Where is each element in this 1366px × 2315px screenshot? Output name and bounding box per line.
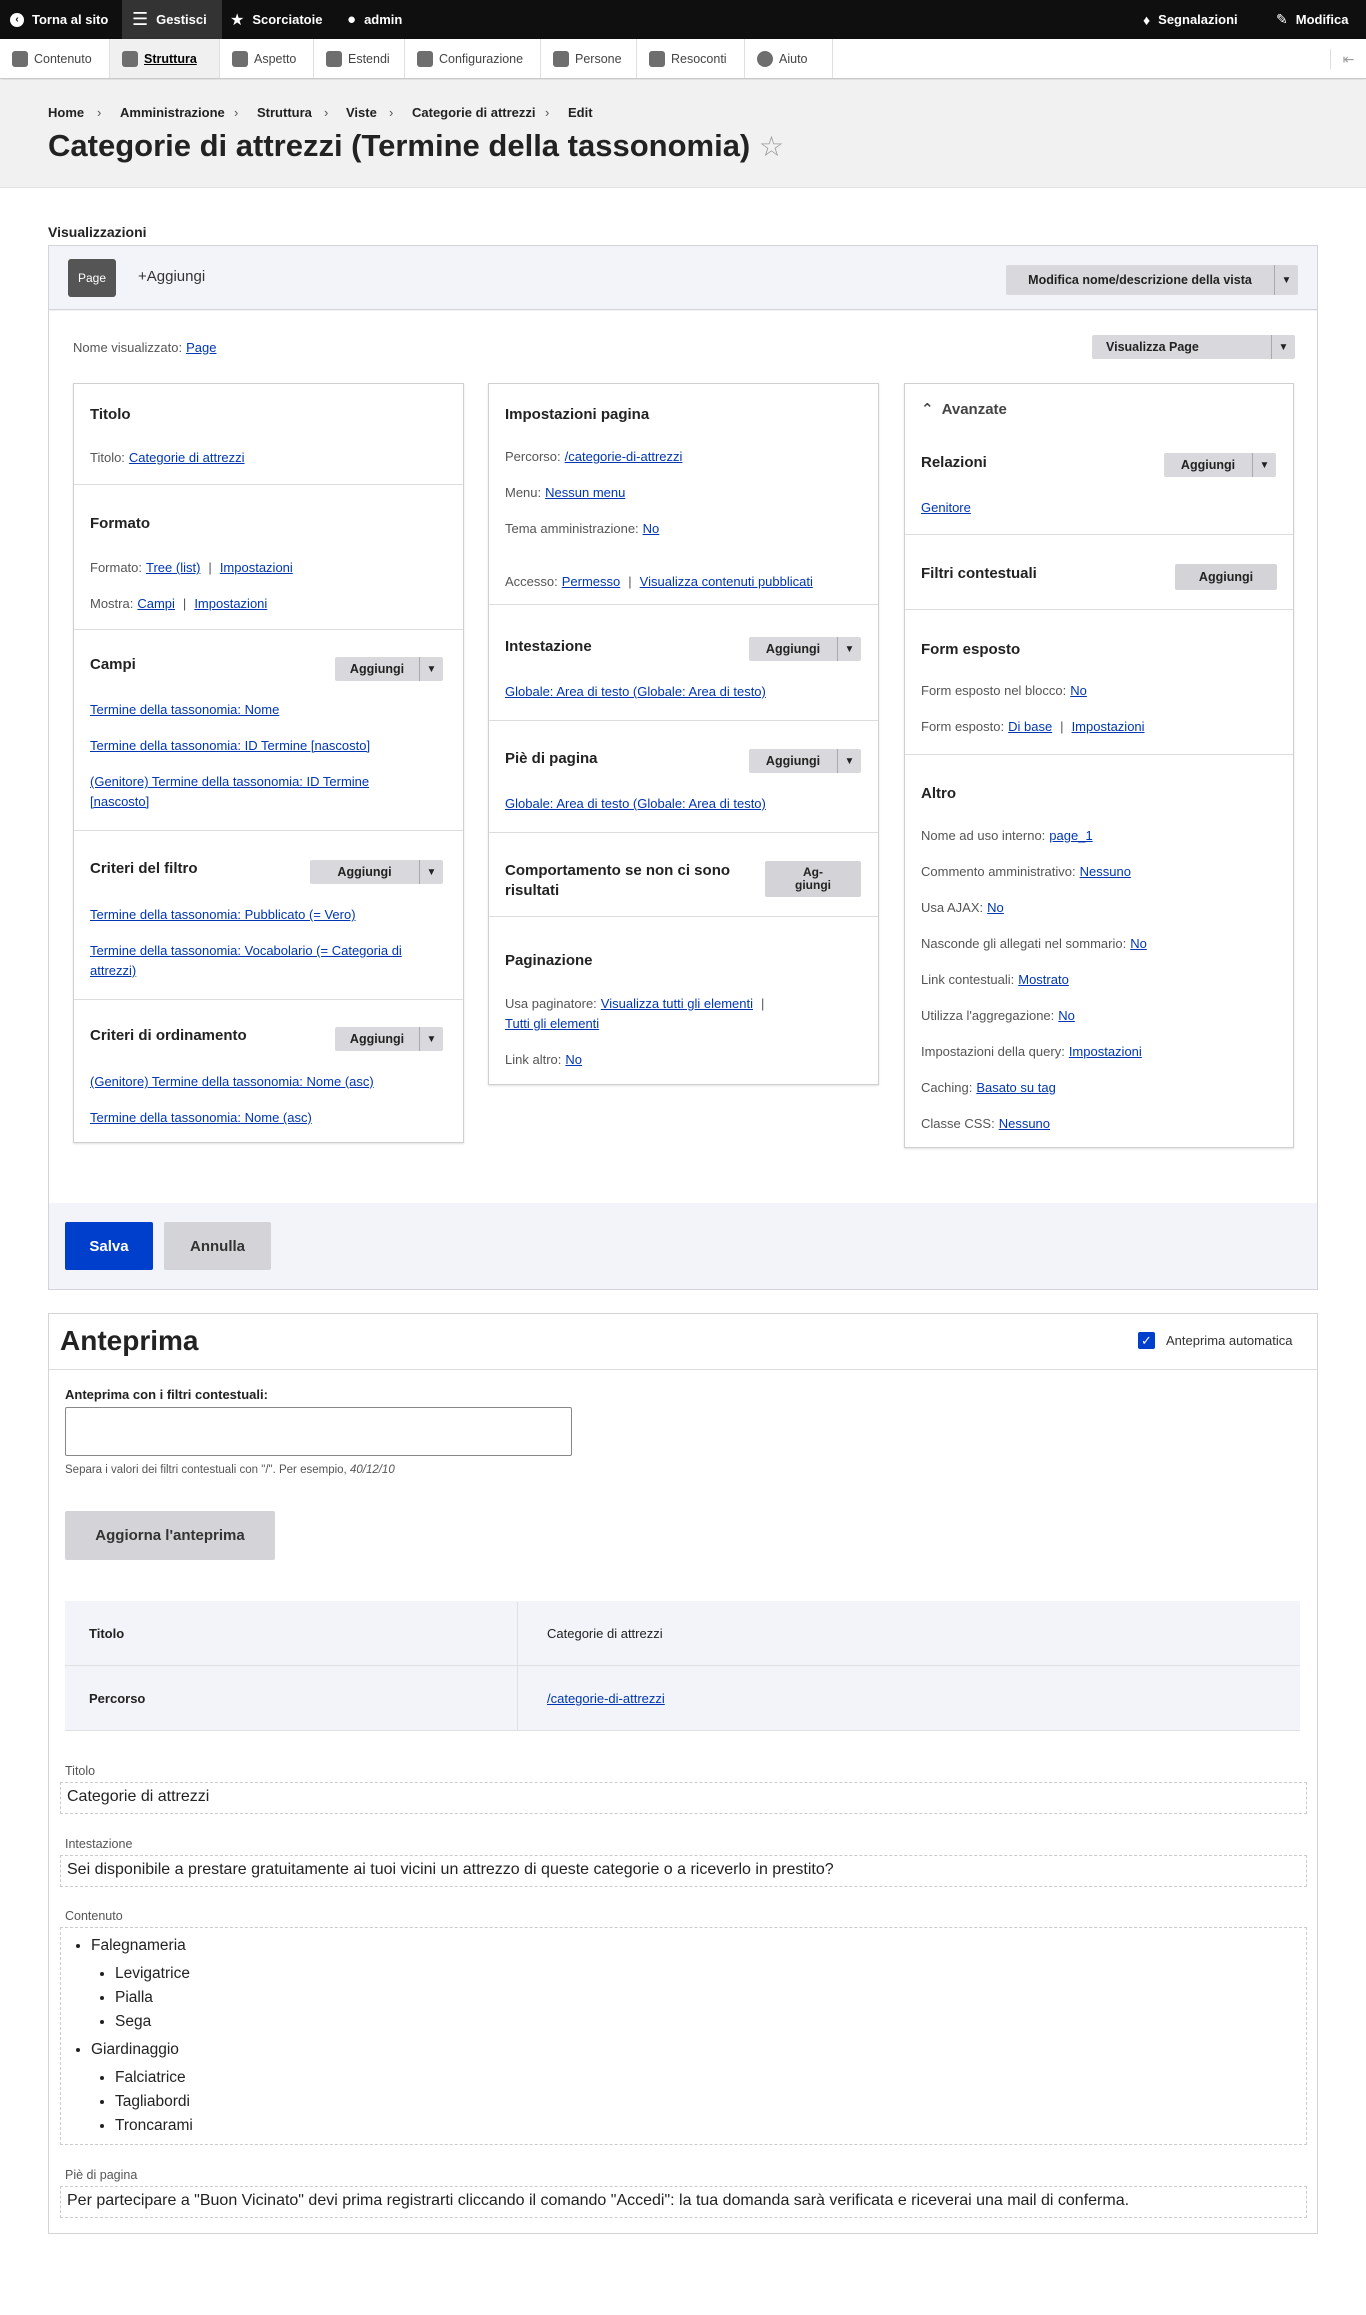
menu-link[interactable]: Nessun menu (545, 485, 626, 500)
relationship-link[interactable]: Genitore (921, 500, 971, 515)
preview-footer-label: Piè di pagina (65, 2168, 138, 2182)
sort-link[interactable]: (Genitore) Termine della tassonomia: Nome (asc) (90, 1074, 374, 1089)
preview-heading: Anteprima (60, 1325, 199, 1356)
relationships-add-dropdown[interactable]: Aggiungi ▼ (1164, 453, 1276, 477)
field-link[interactable]: [nascosto] (90, 794, 150, 809)
other-row: Usa AJAX: No (921, 900, 1004, 915)
title-heading: Titolo (90, 406, 131, 423)
fields-heading: Campi (90, 656, 136, 673)
other-heading: Altro (921, 785, 956, 802)
access-row: Accesso: Permesso | Visualizza contenuti pubblicati (505, 574, 813, 589)
tray-configuration[interactable]: Configurazione (405, 39, 541, 78)
breadcrumb-separator: › (324, 105, 329, 120)
no-results-heading: Comportamento se non ci sono risultati (505, 862, 731, 899)
other-row: Commento amministrativo: Nessuno (921, 864, 1131, 879)
format-row: Formato: Tree (list) | Impostazioni (90, 560, 293, 575)
list-item: • Falegnameria • Levigatrice • Pialla • Sega (91, 1934, 1306, 2034)
tray-help[interactable]: Aiuto (745, 39, 833, 78)
admin-tray (0, 39, 1366, 79)
preview-table-row (65, 1601, 1300, 1666)
list-item: • Tagliabordi (115, 2090, 1306, 2114)
no-results-add-button[interactable]: Ag- giungi (765, 861, 861, 897)
edit-toggle[interactable]: ✎ Modifica (1276, 11, 1349, 27)
other-row: Link contestuali: Mostrato (921, 972, 1069, 987)
relationships-heading: Relazioni (921, 454, 987, 471)
chevron-up-icon: ⌃ (921, 401, 934, 418)
auto-preview-label: Anteprima automatica (1166, 1333, 1293, 1348)
table-column-divider (517, 1602, 518, 1730)
contextual-preview-hint: Separa i valori dei filtri contestuali con "/". Per esempio, 40/12/10 (65, 1464, 395, 1476)
other-value-link[interactable]: Nessuno (998, 1116, 1051, 1131)
field-link[interactable]: Termine della tassonomia: ID Termine [nascosto] (90, 738, 371, 753)
format-heading: Formato (90, 515, 150, 532)
filters-heading: Criteri del filtro (90, 860, 198, 877)
advanced-toggle[interactable]: ⌃ Avanzate (921, 401, 1007, 418)
exposed-form-heading: Form esposto (921, 641, 1021, 658)
exposed-divider (905, 609, 1293, 610)
content-icon (12, 51, 28, 67)
other-row: Caching: Basato su tag (921, 1080, 1056, 1095)
other-value-link[interactable]: Basato su tag (976, 1080, 1056, 1095)
preview-footer-box: Per partecipare a "Buon Vicinato" devi prima registrarti cliccando il comando "Accedi": la tua domanda sarà verificata e riceverai una mail di conferma. (60, 2186, 1307, 2218)
path-link[interactable]: /categorie-di-attrezzi (564, 449, 683, 464)
show-settings-link[interactable]: Impostazioni (194, 596, 268, 611)
breadcrumb-structure[interactable]: Struttura (257, 105, 312, 120)
breadcrumb-view[interactable]: Categorie di attrezzi (412, 105, 536, 120)
menu-icon: ☰ (132, 9, 149, 29)
back-to-site-link[interactable]: ‹ Torna al sito (10, 0, 108, 39)
other-value-link[interactable]: No (1130, 936, 1147, 951)
preview-title-box: Categorie di attrezzi (60, 1782, 1307, 1814)
bell-icon: ♦ (1143, 11, 1151, 28)
fields-divider (74, 629, 463, 634)
breadcrumb-home[interactable]: Home (48, 105, 85, 120)
filter-link[interactable]: Termine della tassonomia: Vocabolario (= Categoria di (90, 943, 402, 958)
tray-orientation-icon[interactable]: ⇤ (1330, 49, 1366, 69)
title-row: Titolo: Categorie di attrezzi (90, 450, 245, 465)
people-icon (553, 51, 569, 67)
filter-link[interactable]: Termine della tassonomia: Pubblicato (= Vero) (90, 907, 356, 922)
preview-header-label: Intestazione (65, 1837, 133, 1851)
add-display-button[interactable]: +Aggiungi (138, 268, 206, 285)
list-item: • Falciatrice (115, 2066, 1306, 2090)
brush-icon (232, 51, 248, 67)
exposed-block-row: Form esposto nel blocco: No (921, 683, 1087, 698)
footer-divider (489, 720, 878, 721)
format-section (74, 484, 463, 611)
other-value-link[interactable]: page_1 (1049, 828, 1093, 843)
other-row: Utilizza l'aggregazione: No (921, 1008, 1075, 1023)
other-value-link[interactable]: Impostazioni (1068, 1044, 1142, 1059)
other-value-link[interactable]: No (1058, 1008, 1075, 1023)
breadcrumb-separator: › (545, 105, 550, 120)
admin-theme-row: Tema amministrazione: No (505, 521, 660, 536)
exposed-form-link[interactable]: Di base (1008, 719, 1053, 734)
list-item: • Sega (115, 2010, 1306, 2034)
exposed-block-link[interactable]: No (1070, 683, 1087, 698)
menu-row: Menu: Nessun menu (505, 485, 626, 500)
sort-divider (74, 999, 463, 1000)
no-results-divider (489, 832, 878, 833)
breadcrumb-separator: › (234, 105, 239, 120)
header-heading: Intestazione (505, 638, 592, 655)
footer-heading: Piè di pagina (505, 750, 598, 767)
show-link[interactable]: Campi (137, 596, 175, 611)
admin-toolbar (0, 0, 1366, 39)
filters-add-dropdown[interactable]: Aggiungi ▼ (310, 860, 443, 884)
auto-preview-checkbox[interactable]: ✓ (1138, 1332, 1155, 1349)
other-row: Impostazioni della query: Impostazioni (921, 1044, 1142, 1059)
contextual-filters-heading: Filtri contestuali (921, 565, 1037, 582)
contextual-preview-input[interactable] (65, 1407, 572, 1456)
shortcuts-tab[interactable]: ★ Scorciatoie (230, 11, 323, 29)
title-link[interactable]: Categorie di attrezzi (128, 450, 245, 465)
breadcrumb-views[interactable]: Viste (346, 105, 377, 120)
pager-divider (489, 916, 878, 917)
pager-row: Usa paginatore: Visualizza tutti gli elementi | (505, 996, 765, 1011)
update-preview-button[interactable]: Aggiorna l'anteprima (65, 1511, 275, 1560)
displays-heading: Visualizzazioni (48, 224, 147, 240)
preview-content-box (60, 1927, 1307, 2145)
announcements-tab[interactable]: ♦ Segnalazioni (1143, 11, 1238, 28)
column-first (73, 383, 464, 1143)
chart-icon (649, 51, 665, 67)
chevron-down-icon: ▼ (1274, 265, 1298, 295)
access-settings-link[interactable]: Visualizza contenuti pubblicati (639, 574, 813, 589)
column-third (904, 383, 1294, 1148)
sort-add-dropdown[interactable]: Aggiungi ▼ (335, 1027, 443, 1051)
pager-link[interactable]: Visualizza tutti gli elementi (600, 996, 754, 1011)
list-item: • Giardinaggio • Falciatrice • Tagliabordi • Troncarami (91, 2038, 1306, 2138)
chevron-down-icon: ▼ (837, 637, 861, 661)
table-value: Categorie di attrezzi (547, 1626, 663, 1641)
tray-people[interactable]: Persone (541, 39, 637, 78)
access-link[interactable]: Permesso (561, 574, 621, 589)
star-icon: ★ (230, 11, 245, 29)
more-link[interactable]: No (565, 1052, 582, 1067)
preview-term-list (91, 1934, 1306, 2138)
user-icon: ● (347, 11, 357, 28)
view-page-dropdown[interactable]: Visualizza Page ▼ (1092, 335, 1295, 359)
table-key: Titolo (89, 1626, 125, 1641)
user-tab[interactable]: ● admin (347, 11, 403, 28)
chevron-down-icon: ▼ (419, 657, 443, 681)
fields-add-dropdown[interactable]: Aggiungi ▼ (335, 657, 443, 681)
contextual-divider (905, 534, 1293, 535)
preview-header-box: Sei disponibile a prestare gratuitamente ai tuoi vicini un attrezzo di queste categorie o a riceverlo in prestito? (60, 1855, 1307, 1887)
wrench-icon (417, 51, 433, 67)
list-item: • Levigatrice (115, 1962, 1306, 1986)
display-tab-page[interactable]: Page (68, 259, 116, 297)
preview-table-row (65, 1666, 1300, 1731)
edit-view-name-dropdown[interactable]: Modifica nome/descrizione della vista ▼ (1006, 265, 1298, 295)
header-add-dropdown[interactable]: Aggiungi ▼ (749, 637, 861, 661)
sort-link[interactable]: Termine della tassonomia: Nome (asc) (90, 1110, 312, 1125)
chevron-down-icon: ▼ (419, 860, 443, 884)
puzzle-icon (326, 51, 342, 67)
column-second (488, 383, 879, 1085)
filters-divider (74, 830, 463, 831)
list-item: • Pialla (115, 1986, 1306, 2010)
preview-content-label: Contenuto (65, 1909, 123, 1923)
footer-add-dropdown[interactable]: Aggiungi ▼ (749, 749, 861, 773)
pager-items-link[interactable]: Tutti gli elementi (505, 1016, 600, 1031)
display-name-link[interactable]: Page (186, 340, 217, 355)
manage-tab[interactable]: ☰ Gestisci (122, 0, 222, 39)
chevron-down-icon: ▼ (419, 1027, 443, 1051)
other-row: Nasconde gli allegati nel sommario: No (921, 936, 1147, 951)
preview-header (49, 1314, 1317, 1370)
star-outline-icon[interactable]: ☆ (758, 131, 784, 162)
field-link[interactable]: (Genitore) Termine della tassonomia: ID Termine (90, 774, 370, 789)
pager-heading: Paginazione (505, 952, 593, 969)
list-item: • Troncarami (115, 2114, 1306, 2138)
other-row: Classe CSS: Nessuno (921, 1116, 1051, 1131)
table-key: Percorso (89, 1691, 146, 1706)
chevron-down-icon: ▼ (1271, 335, 1295, 359)
breadcrumb-separator: › (389, 105, 394, 120)
show-row: Mostra: Campi | Impostazioni (90, 596, 268, 611)
header-divider (489, 604, 878, 605)
other-value-link[interactable]: No (987, 900, 1004, 915)
page-title: Categorie di attrezzi (Termine della tassonomia) ☆ (48, 128, 784, 163)
structure-icon (122, 51, 138, 67)
format-settings-link[interactable]: Impostazioni (219, 560, 293, 575)
other-value-link[interactable]: Nessuno (1079, 864, 1131, 879)
page-settings-heading: Impostazioni pagina (505, 406, 650, 423)
preview-title-label: Titolo (65, 1764, 96, 1778)
contextual-preview-label: Anteprima con i filtri contestuali: (65, 1387, 268, 1402)
field-link[interactable]: Termine della tassonomia: Nome (90, 702, 280, 717)
chevron-down-icon: ▼ (1252, 453, 1276, 477)
contextual-filters-add-button[interactable]: Aggiungi (1175, 564, 1277, 590)
breadcrumb-edit: Edit (568, 105, 593, 120)
exposed-form-row: Form esposto: Di base | Impostazioni (921, 719, 1145, 734)
footer-item-link[interactable]: Globale: Area di testo (Globale: Area di testo) (505, 796, 766, 811)
format-link[interactable]: Tree (list) (146, 560, 201, 575)
other-divider (905, 754, 1293, 755)
pencil-icon: ✎ (1276, 11, 1288, 27)
tray-content[interactable]: Contenuto (0, 39, 110, 78)
display-name-row: Nome visualizzato: Page (73, 340, 217, 355)
back-arrow-icon: ‹ (10, 13, 24, 27)
tray-appearance[interactable]: Aspetto (220, 39, 314, 78)
tray-reports[interactable]: Resoconti (637, 39, 745, 78)
table-value-link[interactable]: /categorie-di-attrezzi (547, 1691, 665, 1706)
header-item-link[interactable]: Globale: Area di testo (Globale: Area di testo) (505, 684, 766, 699)
sort-heading: Criteri di ordinamento (90, 1027, 247, 1044)
cancel-button[interactable]: Annulla (164, 1222, 271, 1270)
breadcrumb-admin[interactable]: Amministrazione (120, 105, 225, 120)
save-button[interactable]: Salva (65, 1222, 153, 1270)
help-icon (757, 51, 773, 67)
tray-extend[interactable]: Estendi (314, 39, 405, 78)
exposed-form-settings-link[interactable]: Impostazioni (1071, 719, 1145, 734)
tray-structure[interactable]: Struttura (110, 39, 220, 78)
more-link-row: Link altro: No (505, 1052, 582, 1067)
other-row: Nome ad uso interno: page_1 (921, 828, 1093, 843)
breadcrumb-separator: › (97, 105, 102, 120)
other-value-link[interactable]: Mostrato (1018, 972, 1069, 987)
path-row: Percorso: /categorie-di-attrezzi (505, 449, 683, 464)
chevron-down-icon: ▼ (837, 749, 861, 773)
filter-link[interactable]: attrezzi) (90, 963, 137, 978)
admin-theme-link[interactable]: No (642, 521, 660, 536)
